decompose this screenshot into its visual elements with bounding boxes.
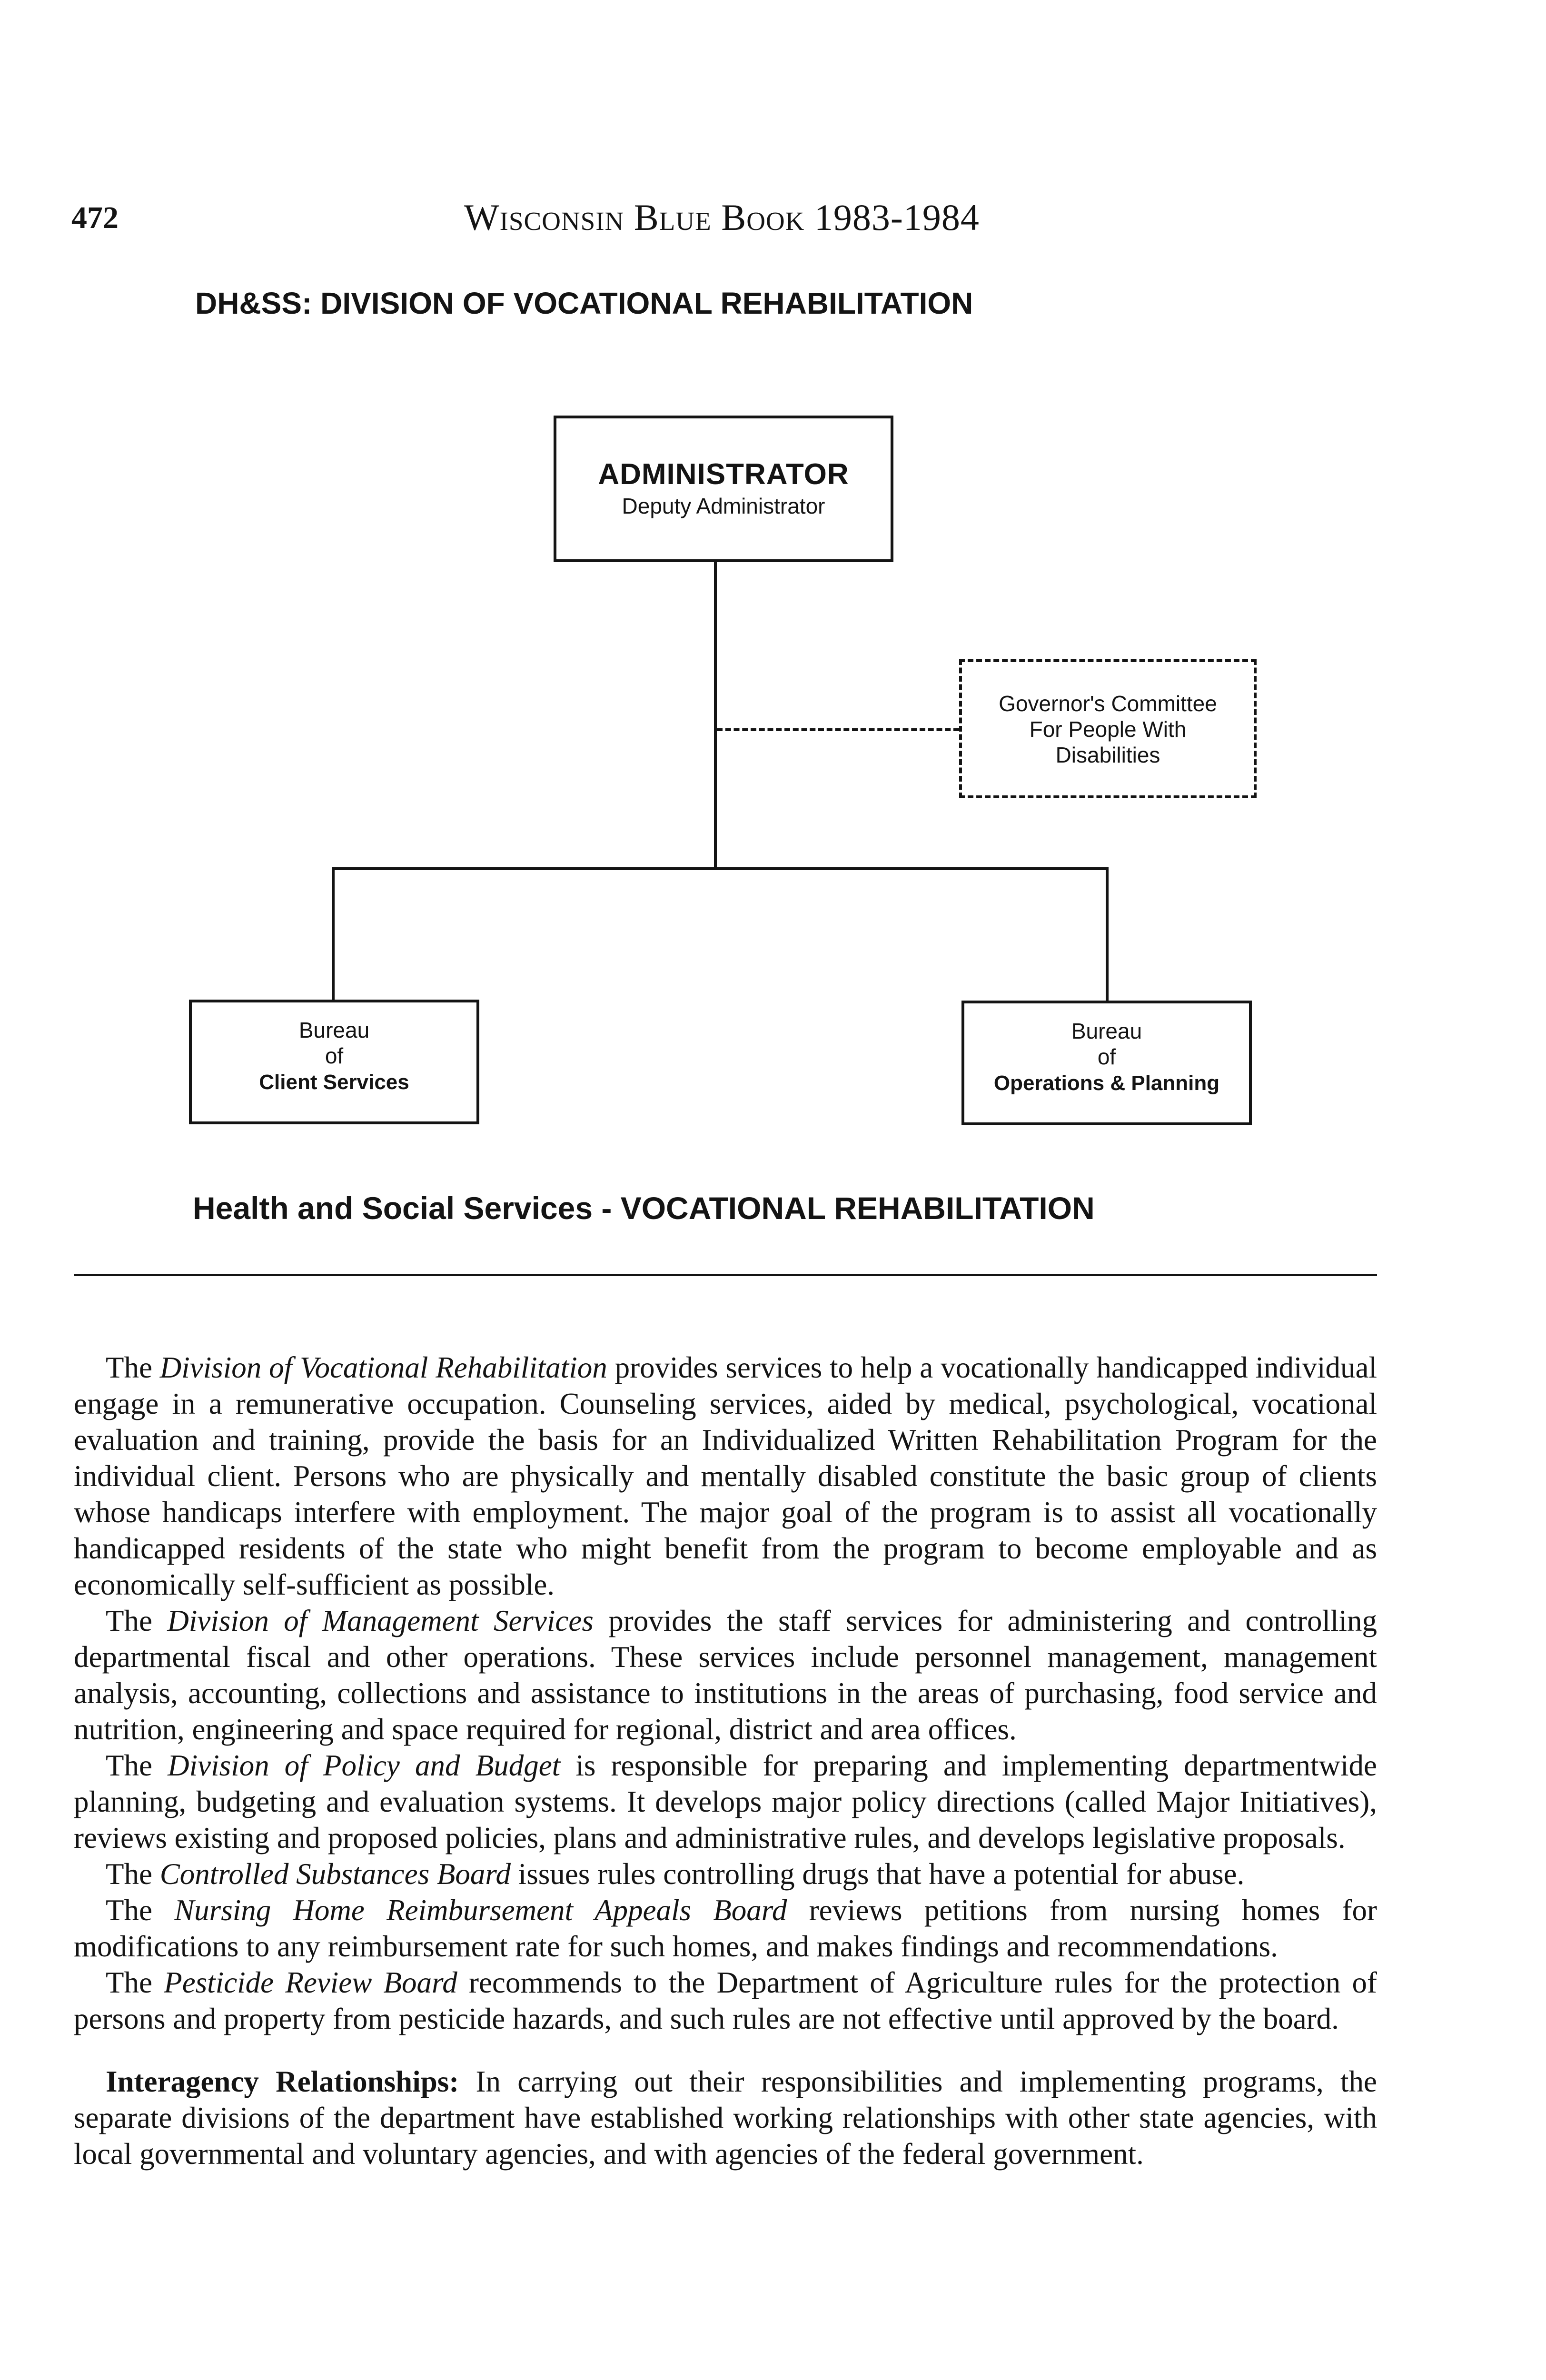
interagency-label: Interagency Relationships: — [106, 2065, 459, 2098]
connector-bureau-left — [332, 867, 335, 1000]
governors-committee-line3: Disabilities — [1055, 743, 1160, 767]
connector-bureau-right — [1106, 867, 1109, 1001]
bureau-of-label: of — [325, 1043, 344, 1068]
bureau-operations-planning-box — [961, 1001, 1252, 1125]
bureau-label: Bureau — [298, 1018, 370, 1042]
governors-committee-box — [959, 659, 1257, 798]
connector-bureaus-horizontal — [332, 867, 1109, 870]
section-heading: Health and Social Services - VOCATIONAL REHABILITATION — [193, 1190, 1095, 1226]
running-head: Wisconsin Blue Book 1983-1984 — [464, 197, 980, 238]
paragraph-vocational-rehabilitation: The Division of Vocational Rehabilitation provides services to help a vocationally handicapped individual engage in a remunerative occupation. Counseling services, aided by medical, psychological, vocational evaluation and training, provide the basis for an Individualized Written Rehabilitation Program for the individual client. Persons who are physically and mentally disabled constitute the basic group of clients whose handicaps interfere with employment. The major goal of the program is to assist all vocationally handicapped residents of the state who might benefit from the program to become employable and as economically self-sufficient as possible. — [74, 1351, 1377, 1601]
administrator-box — [554, 416, 893, 562]
bureau-label: Bureau — [1071, 1019, 1142, 1043]
paragraph-management-services: The Division of Management Services provides the staff services for administering and controlling departmental fiscal and other operations. These services include personnel management, management analysis, accounting, collections and assistance to institutions in the areas of purchasing, food service and nutrition, engineering and space required for regional, district and area offices. — [74, 1604, 1378, 1746]
administrator-title: ADMINISTRATOR — [598, 458, 849, 491]
connector-admin-down — [714, 562, 717, 869]
bureau-of-label: of — [1097, 1044, 1116, 1069]
deputy-administrator-label: Deputy Administrator — [622, 494, 825, 518]
bureau-client-services-box — [189, 1000, 479, 1124]
governors-committee-line1: Governor's Committee — [999, 691, 1217, 716]
connector-advisory-dashed — [717, 728, 959, 731]
paragraph-controlled-substances-board: The Controlled Substances Board issues rules controlling drugs that have a potential for abuse. — [106, 1857, 1245, 1891]
paragraph-nursing-home-appeals-board: The Nursing Home Reimbursement Appeals Board reviews petitions from nursing homes for modifications to any reimbursement rate for such homes, and makes findings and recommendations. — [74, 1894, 1377, 1963]
bureau-name: Operations & Planning — [993, 1071, 1220, 1095]
governors-committee-line2: For People With — [1029, 717, 1187, 742]
page-number: 472 — [71, 200, 119, 235]
paragraph-pesticide-review-board: The Pesticide Review Board recommends to the Department of Agriculture rules for the protection of persons and property from pesticide hazards, and such rules are not effective until approved by the board. — [74, 1966, 1377, 2035]
body-text — [74, 1349, 1377, 2172]
section-divider — [74, 1274, 1377, 1276]
bureau-name: Client Services — [259, 1071, 409, 1094]
org-chart-title: DH&SS: DIVISION OF VOCATIONAL REHABILITATION — [195, 286, 973, 320]
paragraph-policy-and-budget: The Division of Policy and Budget is responsible for preparing and implementing departmentwide planning, budgeting and evaluation systems. It develops major policy directions (called Major Initiatives), reviews existing and proposed policies, plans and administrative rules, and develops legislative proposals. — [74, 1749, 1377, 1854]
paragraph-interagency-relationships: Interagency Relationships: In carrying out their responsibilities and implementing programs, the separate divisions of the department have established working relationships with other state agencies, with local governmental and voluntary agencies, and with agencies of the federal government. — [74, 2065, 1377, 2171]
